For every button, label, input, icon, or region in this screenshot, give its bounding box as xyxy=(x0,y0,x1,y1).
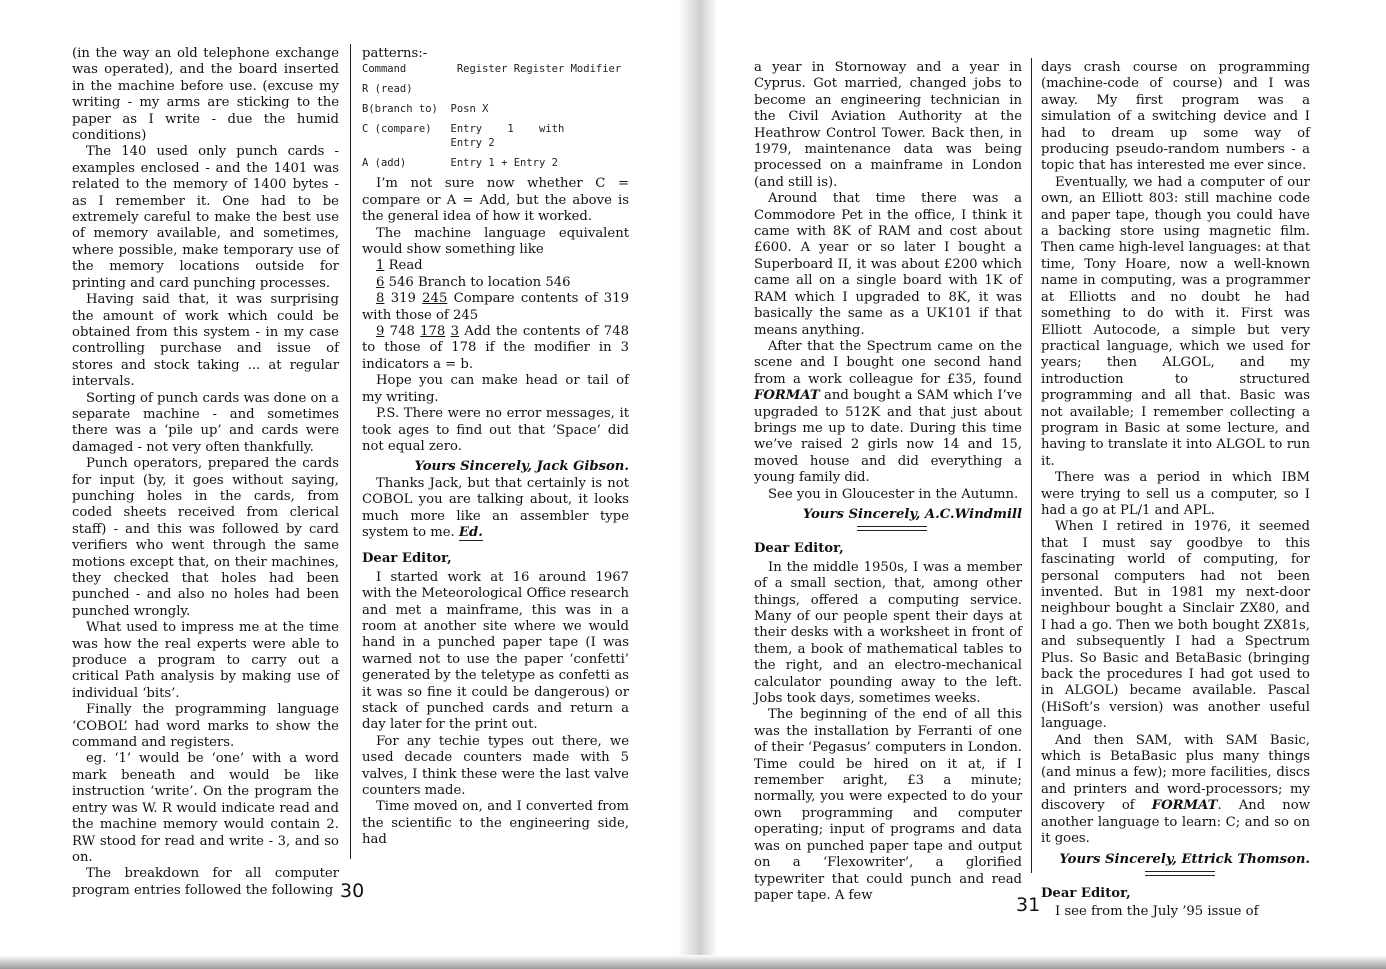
machine-text: Add the contents of 748 to those of 178 if the modifier in 3 indicators a = b. xyxy=(362,324,629,372)
page30-column1 xyxy=(72,46,339,899)
machine-text: 319 xyxy=(384,291,423,307)
letter-heading: Dear Editor, xyxy=(1041,885,1131,901)
paragraph: Finally the programming language ‘COBOL’ had word marks to show the command and registers. xyxy=(72,702,339,751)
separator-rule xyxy=(1145,871,1215,876)
operand: 245 xyxy=(422,291,448,307)
code-line: A (add) Entry 1 + Entry 2 xyxy=(362,157,558,170)
machine-text: Compare contents of 319 with those of 245 xyxy=(362,291,629,323)
opcode: 6 xyxy=(376,274,385,290)
machine-line xyxy=(362,291,629,324)
paragraph: Having said that, it was surprising the amount of work which could be obtained from this system - in my case controlling purchase and issue of stores and stock taking ... at regular intervals. xyxy=(72,292,339,390)
paragraph: Sorting of punch cards was done on a separate machine - and sometimes there was a ‘pile up’ and cards were damaged - not very often thankfully. xyxy=(72,390,339,455)
machine-line xyxy=(362,258,629,274)
paragraph: days crash course on programming (machine-code of course) and I was away. My first program was a simulation of a switching device and I had to dream up some way of producing pseudo-random numbers - a topic that has interested me ever since. xyxy=(1041,60,1310,174)
opcode: 1 xyxy=(376,258,385,274)
signature: Yours Sincerely, Ettrick Thomson. xyxy=(1059,851,1310,867)
paragraph: I’m not sure now whether C = compare or A = Add, but the above is the general idea of how it worked. xyxy=(362,176,629,225)
paragraph: There was a period in which IBM were trying to sell us a computer, so I had a go at PL/1 and APL. xyxy=(1041,470,1310,518)
separator-rule xyxy=(857,526,927,531)
opcode: 8 xyxy=(376,291,385,307)
machine-text: 546 Branch to location 546 xyxy=(384,274,571,290)
paragraph: The machine language equivalent would show something like xyxy=(362,225,629,258)
paragraph: Punch operators, prepared the cards for input (by, it goes without saying, punching holes in the cards, from coded sheets received from clerical staff) - and this was followed by card verifiers who went through the same motions except that, on their machines, they checked that holes had been punched - and also no holes had been punched wrongly. xyxy=(72,456,339,619)
page-gutter xyxy=(678,0,718,969)
code-line: B(branch to) Posn X xyxy=(362,103,489,116)
modifier: 3 xyxy=(450,324,460,340)
paragraph: (in the way an old telephone exchange was operated), and the board inserted in the machine before use. (excuse my writing - my arms are sticking to the paper as I write - due the humid conditions) xyxy=(72,46,339,144)
paragraph xyxy=(1041,733,1310,848)
operand: 178 xyxy=(420,324,446,340)
paragraph: The breakdown for all computer program entries followed the following xyxy=(72,866,339,898)
paragraph: What used to impress me at the time was how the real experts were able to produce a program to carry out a critical Path analysis by making use of individual ‘bits’. xyxy=(72,620,339,701)
paragraph: I started work at 16 around 1967 with the Meteorological Office research and met a mainframe, this was in a room at another site where we would hand in a punched paper tape (I was warned not to use the paper ‘confetti’ generated by the teletype as confetti as it was so fine it could be dangerous) or stack of punched cards and return a day later for the print out. xyxy=(362,569,629,733)
page-number: 30 xyxy=(340,880,365,902)
letter-heading: Dear Editor, xyxy=(754,541,844,557)
paragraph: eg. ‘1’ would be ‘one’ with a word mark beneath and would be like instruction ‘write’. On the program the entry was W. R would indicate read and the machine memory would contain 2. RW stood for read and write - 3, and so on. xyxy=(72,751,339,865)
text: And then SAM, with SAM Basic, which is BetaBasic plus many things (and minus a few); more facilities, discs and printers and word-processors; my discovery of xyxy=(1041,732,1310,814)
paragraph: I see from the July ’95 issue of xyxy=(1055,904,1259,920)
paragraph: See you in Gloucester in the Autumn. xyxy=(768,486,1019,502)
column-rule xyxy=(1031,58,1032,873)
paragraph: Eventually, we had a computer of our own, an Elliott 803: still machine code and paper tape, though you could have a backing store using magnetic film. Then came high-level languages: at that time, Tony Hoare, now a well-known name in computing, was a programmer at Elliotts and no doubt he had something to do with it. First was Elliott Autocode, a simple but very practical language, which we used for years; then ALGOL, and my introduction to structured programming and all that. Basic was not available; I remember collecting a program in Basic at some lecture, and having to translate it into ALGOL to run it. xyxy=(1041,174,1310,469)
scan-edge-shadow xyxy=(0,955,1386,969)
paragraph: The beginning of the end of all this was the installation by Ferranti of one of their ‘Pegasus’ computers in London. Time could be hired on it at, if I remember aright, £3 a minute; normally, you were expected to do your own programming and computer operating; input of programs and data was on punched paper tape and output on a ‘Flexowriter’, a glorified typewriter that could punch and read paper tape. A few xyxy=(754,707,1022,903)
opcode: 9 xyxy=(376,324,385,340)
format-title: FORMAT xyxy=(754,388,820,404)
text: and bought a SAM which I’ve upgraded to 512K and that just about brings me up to date. During this time we’ve raised 2 girls now 14 and 15, moved house and did everything a young family did. xyxy=(754,388,1022,486)
reply-text: Thanks Jack, but that certainly is not COBOL you are talking about, it looks much more like an assembler type system to me. xyxy=(362,475,629,540)
page31-column1 xyxy=(754,60,1022,904)
page30-column2 xyxy=(362,46,629,849)
paragraph: For any techie types out there, we used decade counters made with 5 valves, I think these were the last valve counters made. xyxy=(362,733,629,799)
page-number: 31 xyxy=(1016,894,1041,916)
paragraph: Hope you can make head or tail of my writing. xyxy=(362,373,629,405)
paragraph: Around that time there was a Commodore Pet in the office, I think it came with 8K of RAM and cost about £600. A year or so later I bought a Superboard II, it was about £200 which came all on a single board with 1K of RAM which I upgraded to 8K, it was basically the same as a UK101 if that means anything. xyxy=(754,191,1022,338)
text: After that the Spectrum came on the scene and I bought one second hand from a work colleague for £35, found xyxy=(754,338,1022,387)
signature: Yours Sincerely, Jack Gibson. xyxy=(414,459,629,475)
paragraph xyxy=(754,339,1022,487)
letter-heading: Dear Editor, xyxy=(362,551,452,567)
signature: Yours Sincerely, A.C.Windmill xyxy=(802,506,1022,522)
paragraph: In the middle 1950s, I was a member of a small section, that, among other things, offered a computing service. Many of our people spent their days at their desks with a worksheet in front of them, a book of mathematical tables to the right, and an electro-mechanical calculator pounding away to the left. Jobs took days, sometimes weeks. xyxy=(754,559,1022,707)
code-line: C (compare) Entry 1 with Entry 2 xyxy=(362,123,565,150)
paragraph: When I retired in 1976, it seemed that I must say goodbye to this fascinating world of computing, for personal computers had not been invented. But in 1981 my next-door neighbour bought a Sinclair ZX80, and I had a go. Then we both bought ZX81s, and subsequently I had a Spectrum Plus. So Basic and BetaBasic (bringing back the procedures I had got used to in ALGOL) became available. Pascal (HiSoft’s version) was another useful language. xyxy=(1041,519,1310,732)
code-line: R (read) xyxy=(362,83,413,96)
machine-text: 748 xyxy=(384,324,421,340)
machine-line xyxy=(362,275,629,291)
format-title: FORMAT xyxy=(1151,798,1218,814)
machine-line xyxy=(362,324,629,373)
column-rule xyxy=(350,44,351,859)
paragraph: P.S. There were no error messages, it took ages to find out that ‘Space’ did not equal zero. xyxy=(362,406,629,454)
page31-column2 xyxy=(1041,60,1310,921)
text: . And now another language to learn: C; and so on it goes. xyxy=(1041,798,1310,847)
editor-reply xyxy=(362,476,629,542)
editor-signature: Ed. xyxy=(458,524,483,540)
paragraph: a year in Stornoway and a year in Cyprus. Got married, changed jobs to become an engineering technician in the Civil Aviation Authority at the Heathrow Control Tower. Back then, in 1979, maintenance data was being processed on a mainframe in London (and still is). xyxy=(754,60,1022,190)
patterns-label: patterns:- xyxy=(362,46,428,61)
machine-text: Read xyxy=(384,258,423,274)
paragraph: Time moved on, and I converted from the scientific to the engineering side, had xyxy=(362,799,629,848)
code-line: Command Register Register Modifier xyxy=(362,63,622,76)
paragraph: The 140 used only punch cards - examples enclosed - and the 1401 was related to the memory of 1400 bytes - as I remember it. One had to be extremely careful to make the best use of memory available, and sometimes, where possible, make temporary use of the memory locations outside for printing and card punching processes. xyxy=(72,144,339,291)
